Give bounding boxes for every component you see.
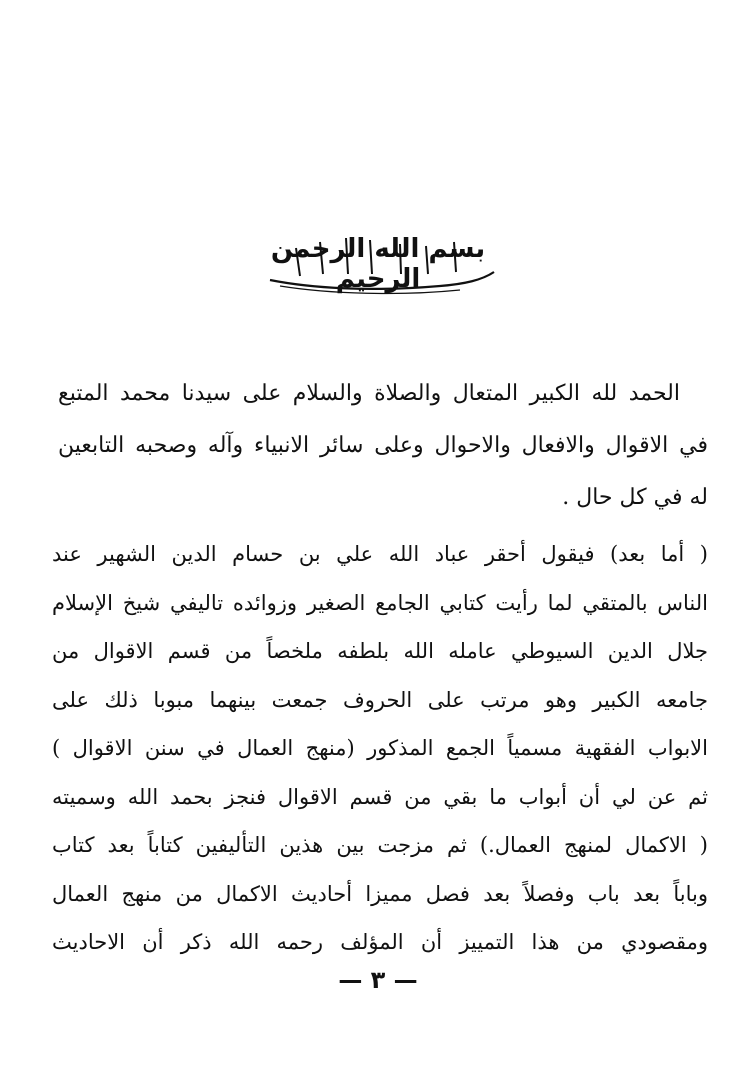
body-line: الناس بالمتقي لما رأيت كتابي الجامع الصغير وزوائده تاليفي شيخ الإسلام: [52, 590, 708, 615]
basmala-calligraphy: [250, 228, 506, 298]
intro-line: له في كل حال .: [562, 485, 708, 510]
page-number: — ٣ —: [338, 966, 418, 994]
body-line: ( أما بعد) فيقول أحقر عباد الله علي بن حسام الدين الشهير عند: [52, 542, 708, 566]
intro-line: في الاقوال والافعال والاحوال وعلى سائر الانبياء وآله وصحبه التابعين: [58, 433, 708, 458]
body-line: وباباً بعد باب وفصلاً بعد فصل مميزا أحاديث الاكمال من منهج العمال: [52, 881, 708, 906]
body-line: الابواب الفقهية مسمياً الجمع المذكور (منهج العمال في سنن الاقوال ): [52, 736, 708, 760]
body-line: ثم عن لي أن أبواب ما بقي من قسم الاقوال فنجز بحمد الله وسميته: [52, 784, 708, 809]
body-line: ( الاكمال لمنهج العمال.) ثم مزجت بين هذين التأليفين كتاباً بعد كتاب: [52, 833, 708, 857]
body-line: ومقصودي من هذا التمييز أن المؤلف رحمه الله ذكر أن الاحاديث: [52, 930, 708, 954]
intro-paragraph: [58, 368, 708, 524]
intro-line: الحمد لله الكبير المتعال والصلاة والسلام على سيدنا محمد المتبع: [58, 381, 680, 406]
body-paragraph: [52, 530, 708, 967]
body-line: جلال الدين السيوطي عامله الله بلطفه ملخصاً من قسم الاقوال من: [52, 639, 708, 663]
basmala-text: بسم الله الرحمن الرحيم: [270, 234, 486, 294]
body-line: جامعه الكبير وهو مرتب على الحروف جمعت بينهما مبوبا ذلك على: [52, 687, 708, 712]
